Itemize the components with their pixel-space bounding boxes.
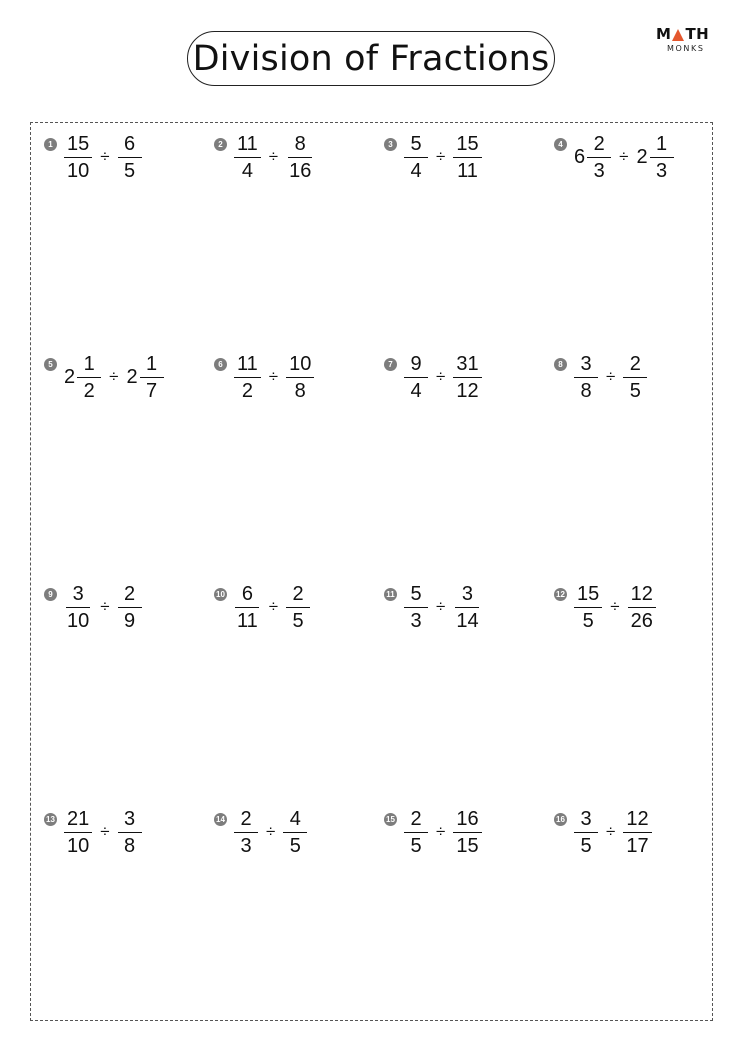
denominator: 16: [289, 159, 312, 182]
numerator: 11: [234, 354, 261, 378]
numerator: 2: [286, 584, 310, 608]
logo-subtext: MONKS: [667, 44, 705, 53]
numerator: 3: [574, 354, 598, 378]
division-operator: ÷: [100, 822, 110, 841]
denominator: 5: [629, 379, 641, 402]
denominator: 14: [456, 609, 479, 632]
numerator: 12: [628, 584, 656, 608]
divisor-fraction: [286, 354, 314, 401]
numerator: 5: [404, 584, 428, 608]
problem-1: [44, 133, 142, 181]
division-operator: ÷: [610, 597, 620, 616]
denominator: 3: [656, 159, 668, 182]
division-operator: ÷: [606, 367, 616, 386]
division-operator: ÷: [266, 822, 276, 841]
problem-number-badge: 14: [214, 813, 227, 826]
division-expression: [64, 134, 142, 181]
divisor-fraction: [118, 584, 142, 631]
divisor-fraction: [453, 584, 481, 631]
problem-11: [384, 583, 482, 631]
problem-number-badge: 16: [554, 813, 567, 826]
division-operator: ÷: [109, 367, 119, 386]
dividend-fraction: [234, 809, 258, 856]
problem-2: [214, 133, 314, 181]
division-expression: [574, 134, 674, 181]
problem-number-badge: 13: [44, 813, 57, 826]
problem-10: [214, 583, 310, 631]
division-operator: ÷: [436, 597, 446, 616]
denominator: 5: [410, 834, 422, 857]
denominator: 5: [580, 834, 592, 857]
division-operator: ÷: [268, 367, 279, 386]
dividend-fraction: [234, 354, 261, 401]
numerator: 15: [64, 134, 92, 158]
divisor-fraction: [650, 134, 674, 181]
numerator: 11: [234, 134, 261, 158]
numerator: 15: [453, 134, 481, 158]
division-expression: [404, 584, 482, 631]
denominator: 3: [240, 834, 252, 857]
divisor-fraction: [283, 809, 307, 856]
denominator: 5: [582, 609, 594, 632]
denominator: 4: [410, 379, 422, 402]
problem-16: [554, 808, 652, 856]
numerator: 8: [288, 134, 312, 158]
division-expression: [64, 809, 142, 856]
denominator: 11: [237, 609, 258, 632]
problem-13: [44, 808, 142, 856]
division-operator: ÷: [606, 822, 616, 841]
numerator: 1: [77, 354, 101, 378]
division-expression: [234, 809, 307, 856]
problem-9: [44, 583, 142, 631]
denominator: 5: [292, 609, 304, 632]
divisor-fraction: [623, 354, 647, 401]
denominator: 7: [146, 379, 158, 402]
division-expression: [234, 354, 314, 401]
dividend-fraction: [574, 584, 602, 631]
numerator: 4: [283, 809, 307, 833]
division-expression: [574, 584, 656, 631]
problem-14: [214, 808, 307, 856]
problem-number-badge: 4: [554, 138, 567, 151]
problem-7: [384, 353, 482, 401]
problem-3: [384, 133, 482, 181]
dividend-fraction: [234, 134, 261, 181]
divisor-whole-number: 2: [126, 365, 138, 388]
division-operator: ÷: [268, 597, 279, 616]
denominator: 10: [67, 834, 90, 857]
problem-number-badge: 6: [214, 358, 227, 371]
numerator: 21: [64, 809, 92, 833]
dividend-fraction: [64, 134, 92, 181]
dividend-whole-number: 6: [574, 145, 586, 168]
numerator: 1: [650, 134, 674, 158]
problem-number-badge: 9: [44, 588, 57, 601]
division-expression: [404, 809, 482, 856]
denominator: 15: [456, 834, 479, 857]
division-expression: [404, 134, 482, 181]
triangle-icon: [672, 29, 684, 41]
denominator: 10: [67, 609, 90, 632]
numerator: 3: [118, 809, 142, 833]
worksheet-frame: [30, 122, 713, 1021]
numerator: 3: [574, 809, 598, 833]
denominator: 3: [410, 609, 422, 632]
dividend-fraction: [77, 354, 101, 401]
denominator: 17: [626, 834, 649, 857]
numerator: 6: [235, 584, 259, 608]
divisor-fraction: [623, 809, 651, 856]
numerator: 12: [623, 809, 651, 833]
division-expression: [404, 354, 482, 401]
denominator: 3: [593, 159, 605, 182]
problem-12: [554, 583, 656, 631]
dividend-fraction: [574, 809, 598, 856]
dividend-fraction: [574, 354, 598, 401]
numerator: 5: [404, 134, 428, 158]
problem-number-badge: 12: [554, 588, 567, 601]
division-operator: ÷: [436, 822, 446, 841]
numerator: 1: [140, 354, 164, 378]
dividend-fraction: [404, 584, 428, 631]
denominator: 12: [456, 379, 479, 402]
denominator: 2: [83, 379, 95, 402]
problem-8: [554, 353, 647, 401]
divisor-fraction: [286, 584, 310, 631]
division-expression: [574, 354, 647, 401]
numerator: 2: [587, 134, 611, 158]
denominator: 2: [241, 379, 253, 402]
problem-number-badge: 7: [384, 358, 397, 371]
divisor-whole-number: 2: [636, 145, 648, 168]
problem-number-badge: 15: [384, 813, 397, 826]
denominator: 9: [124, 609, 136, 632]
division-operator: ÷: [100, 147, 110, 166]
divisor-fraction: [453, 354, 481, 401]
divisor-fraction: [118, 809, 142, 856]
page-title: Division of Fractions: [187, 31, 555, 86]
divisor-fraction: [628, 584, 656, 631]
denominator: 4: [410, 159, 422, 182]
numerator: 16: [453, 809, 481, 833]
dividend-fraction: [587, 134, 611, 181]
denominator: 4: [241, 159, 253, 182]
numerator: 3: [66, 584, 90, 608]
numerator: 31: [453, 354, 481, 378]
divisor-fraction: [140, 354, 164, 401]
numerator: 6: [118, 134, 142, 158]
problem-4: [554, 133, 674, 181]
problem-6: [214, 353, 314, 401]
problem-number-badge: 5: [44, 358, 57, 371]
numerator: 2: [623, 354, 647, 378]
denominator: 11: [457, 159, 478, 182]
division-expression: [234, 134, 314, 181]
numerator: 9: [404, 354, 428, 378]
numerator: 2: [118, 584, 142, 608]
brand-logo: [656, 26, 716, 60]
logo-text-left: M: [656, 25, 672, 43]
problem-number-badge: 11: [384, 588, 397, 601]
division-operator: ÷: [619, 147, 629, 166]
problem-number-badge: 2: [214, 138, 227, 151]
problem-number-badge: 10: [214, 588, 227, 601]
division-operator: ÷: [436, 147, 446, 166]
numerator: 10: [286, 354, 314, 378]
divisor-fraction: [286, 134, 314, 181]
numerator: 3: [455, 584, 479, 608]
logo-text-right: TH: [685, 25, 710, 43]
problem-5: [44, 353, 164, 401]
divisor-fraction: [118, 134, 142, 181]
dividend-whole-number: 2: [64, 365, 76, 388]
division-operator: ÷: [100, 597, 110, 616]
denominator: 5: [124, 159, 136, 182]
division-expression: [574, 809, 652, 856]
numerator: 2: [234, 809, 258, 833]
denominator: 8: [294, 379, 306, 402]
denominator: 8: [124, 834, 136, 857]
divisor-fraction: [453, 809, 481, 856]
denominator: 10: [67, 159, 90, 182]
division-operator: ÷: [268, 147, 279, 166]
dividend-fraction: [404, 809, 428, 856]
denominator: 8: [580, 379, 592, 402]
dividend-fraction: [404, 134, 428, 181]
dividend-fraction: [234, 584, 261, 631]
divisor-fraction: [453, 134, 481, 181]
division-expression: [234, 584, 310, 631]
dividend-fraction: [404, 354, 428, 401]
dividend-fraction: [64, 584, 92, 631]
dividend-fraction: [64, 809, 92, 856]
problem-15: [384, 808, 482, 856]
division-operator: ÷: [436, 367, 446, 386]
denominator: 5: [289, 834, 301, 857]
problem-number-badge: 1: [44, 138, 57, 151]
division-expression: [64, 584, 142, 631]
problem-number-badge: 3: [384, 138, 397, 151]
division-expression: [64, 354, 164, 401]
numerator: 2: [404, 809, 428, 833]
problem-number-badge: 8: [554, 358, 567, 371]
denominator: 26: [630, 609, 653, 632]
numerator: 15: [574, 584, 602, 608]
